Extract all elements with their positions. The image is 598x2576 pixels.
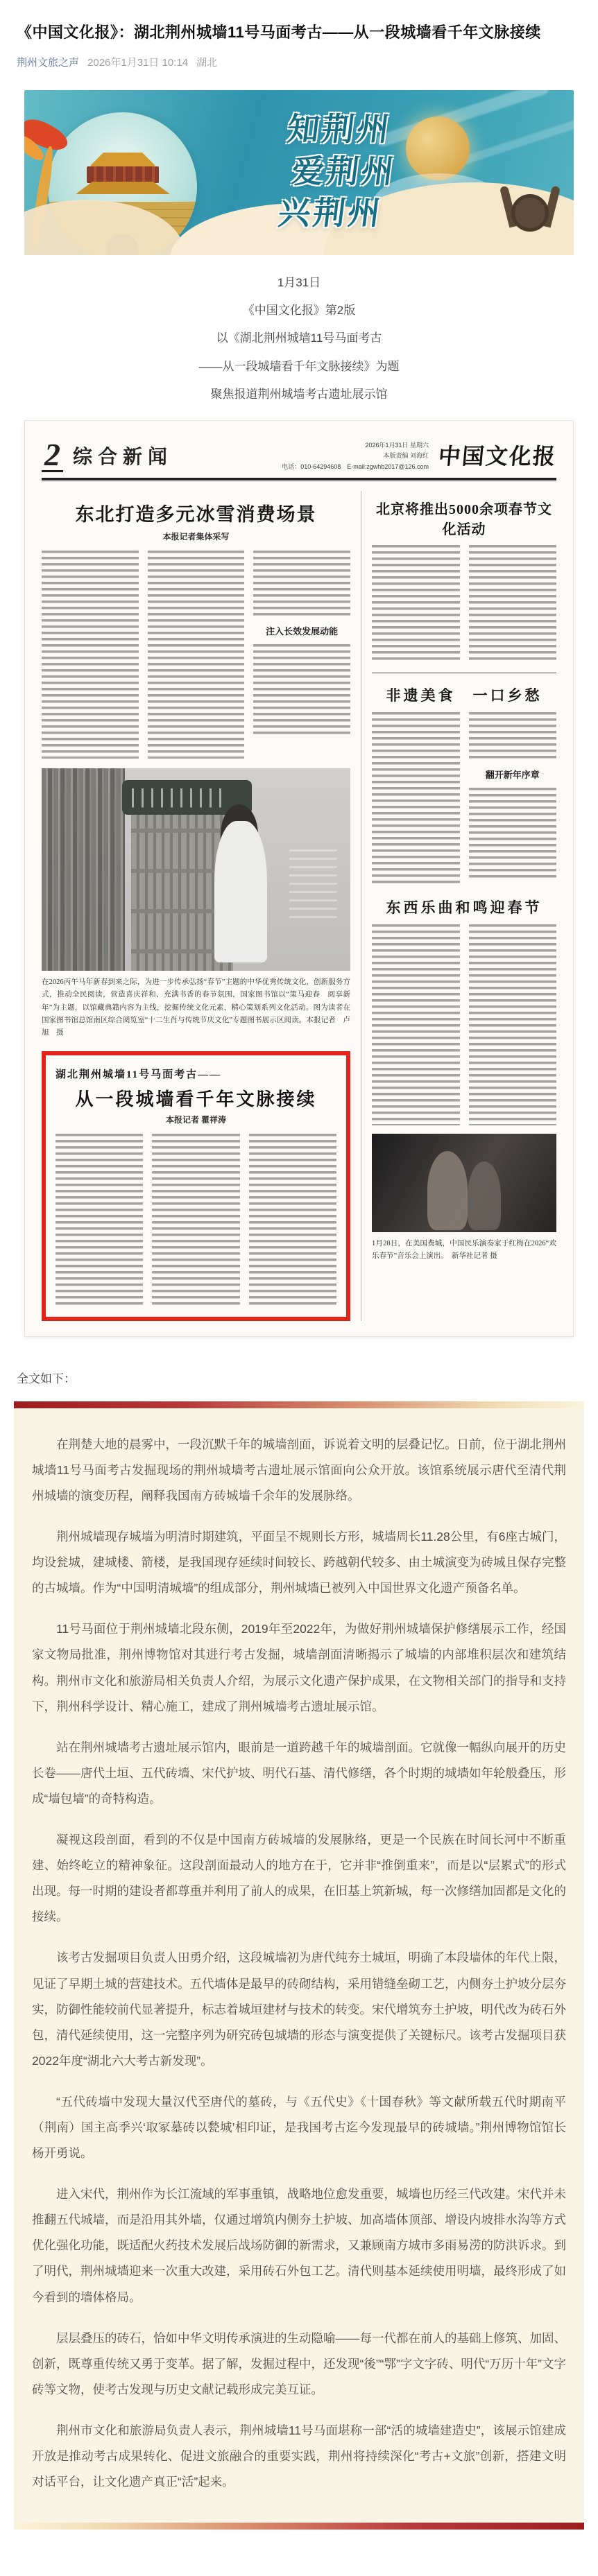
newsprint-columns [42,551,350,759]
bookshelf [42,768,125,971]
article-paragraph: 荆州市文化和旅游局负责人表示，荆州城墙11号马面堪称一部“活的城墙建造史”，该展示馆建成开放是推动考古成果转化、促进文旅融合的重要实践，荆州将持续深化“考古+文旅”创新，搭建文明对话平台，让文化遗产真正“活”起来。 [32,2423,566,2489]
boxed-article-kicker: 湖北荆州城墙11号马面考古—— [55,1069,222,1080]
newsprint-text-block [372,924,459,1125]
newsprint-text-block [469,788,556,878]
intro-line: ——从一段城墙看千年文脉接续》为题 [198,359,400,373]
newspaper-publication-info [282,440,429,472]
newsprint-text-block [249,1134,336,1307]
bronze-bird-statue [499,182,561,248]
golden-moon-icon [406,116,470,180]
full-text-label: 全文如下： [17,1372,76,1385]
library-photo-caption: 在2026丙午马年新春到来之际，为进一步传承弘扬“春节”主题的中华优秀传统文化，创新服务方式，推动全民阅读，营造喜庆祥和、充满书香的春节氛围，国家图书馆以“策马迎春 阅享新年”为主题，以馆藏典籍内容为主线，挖掘传统文化元素，精心策划系列文化活动。图为读者在国家图书馆总馆南区综合阅览室“十二生肖与传统节庆文化”专题图书展示区阅读。本报记者 卢旭 摄 [42,978,351,1037]
intro-line: 以《湖北荆州城墙11号马面考古 [216,331,382,345]
newspaper-left-section [42,491,361,1321]
newspaper-page-image[interactable] [24,420,574,1337]
full-article-panel [14,1401,584,2530]
gradient-bar-top [14,1401,584,1408]
boxed-article-byline: 本报记者 瞿祥涛 [166,1114,227,1125]
publish-time: 2026年1月31日 10:14 [87,57,189,69]
account-link[interactable]: 荆州文旅之声 [17,57,80,69]
concert-photo [372,1134,556,1232]
intro-line: 聚焦报道荆州城墙考古遗址展示馆 [210,387,388,401]
header-rule [42,478,556,481]
gate-pavilion [87,166,159,183]
lead-subhead: 注入长效发展动能 [266,625,339,637]
newsprint-text-block [372,712,459,885]
banner-image[interactable] [24,90,574,255]
gradient-bar-bottom [14,2523,584,2530]
intro-text [17,273,581,404]
article-body [14,1408,584,2523]
article-paragraph: “五代砖墙中发现大量汉代至唐代的墓砖，与《五代史》《十国春秋》等文献所载五代时期南平（荆南）国主高季兴‘取冢墓砖以甃城’相印证，是我国考古迄今发现最早的砖城墙。”荆州博物馆馆长杨开勇说。 [32,2094,566,2161]
newspaper-date: 2026年1月31日 星期六 [365,442,429,449]
newspaper-section-name: 综合新闻 [73,446,173,468]
newsprint-columns [372,545,556,663]
concert-photo-caption: 1月28日，在美国费城，中国民乐演奏家于红梅在2026“欢乐春节”音乐会上演出。 新华社记者 摄 [372,1239,556,1261]
article-paragraph: 层层叠压的砖石，恰如中华文明传承演进的生动隐喻——每一代都在前人的基础上修筑、加固、创新，既尊重传统又勇于变革。据了解，发掘过程中，还发现“後”“鄂”字文字砖、明代“万历十年”文字砖等文物，使考古发现与历史文献记载形成完美互证。 [32,2331,566,2396]
newspaper-masthead: 中国文化报 [437,443,558,469]
article-paragraph: 该考古发掘项目负责人田勇介绍，这段城墙初为唐代纯夯土城垣，明确了本段墙体的年代上限，见证了早期土城的营建技术。五代墙体是最早的砖砌结构，采用错缝垒砌工艺，内侧夯土护坡分层夯实，防御性能较前代显著提升，标志着城垣建材与技术的转变。宋代增筑夯土护坡，明代改为砖石外包，清代延续使用，这一完整序列为研究砖包城墙的形态与演变提供了关键标尺。该考古发掘项目获2022年度“湖北六大考古新发现”。 [32,1951,566,2068]
lead-headline: 东北打造多元冰雪消费场景 [75,503,317,525]
newsprint-text-block [55,1134,143,1307]
banner-slogan-2: 爱荆州 [290,153,399,189]
newsprint-text-block [42,551,139,759]
newspaper-page-number: 2 [42,440,63,472]
newsprint-text-block [253,644,350,734]
boxed-article-headline: 从一段城墙看千年文脉接续 [75,1089,317,1109]
publish-region: 湖北 [196,57,218,69]
newsprint-text-block [152,1134,239,1307]
banner-slogan-1: 知荆州 [285,111,394,147]
newsprint-columns [55,1134,336,1307]
article-paragraph: 荆州城墙现存城墙为明清时期建筑，平面呈不规则长方形，城墙周长11.28公里，有6座古城门，均设瓮城，建城楼、箭楼，是我国现存延续时间较长、跨越朝代较多、由土城演变为砖城且保存完整的古城墙。作为“中国明清城墙”的组成部分，荆州城墙已被列入中国世界文化遗产预备名单。 [32,1530,566,1596]
article-paragraph: 在荆楚大地的晨雾中，一段沉默千年的城墙剖面，诉说着文明的层叠记忆。日前，位于湖北荆州城墙11号马面考古发掘现场的荆州城墙考古遗址展示馆面向公众开放。该馆系统展示唐代至清代荆州城墙的演变历程，阐释我国南方砖城墙千余年的发展脉络。 [32,1437,566,1503]
lead-byline: 本报记者集体采写 [162,531,230,542]
intro-line: 1月31日 [277,276,321,289]
page-title: 《中国文化报》：湖北荆州城墙11号马面考古——从一段城墙看千年文脉接续 [17,24,541,41]
newsprint-text-block [148,551,245,759]
food-headline: 非遗美食 一口乡愁 [386,686,543,704]
newsprint-column [469,712,556,885]
newsprint-columns [372,924,556,1125]
reader-figure [214,821,267,962]
newsprint-text-block [469,545,556,663]
article-paragraph: 凝视这段剖面，看到的不仅是中国南方砖城墙的发展脉络，更是一个民族在时间长河中不断重建、始终屹立的精神象征。这段剖面最动人的地方在于，它并非“推倒重来”，而是以“层累式”的形式出现。每一时期的建设者都尊重并利用了前人的成果，在旧基上筑新城，每一次修缮加固都是文化的接续。 [32,1833,566,1924]
newspaper-editor: 本版责编 刘海红 [383,452,429,460]
newspaper-contact: 电话：010-64294608 E-mail:zgwhb2017@126.com [282,463,429,470]
cloud-streak-decoration [451,117,574,168]
banner-slogan-3: 兴荆州 [276,195,386,232]
article-paragraph: 11号马面位于荆州城墙北段东侧，2019年至2022年，为做好荆州城墙保护修缮展示工作，经国家文物局批准，荆州博物馆对其进行考古发掘，城墙剖面清晰揭示了城墙的内部堆积层次和建筑结构。荆州市文化和旅游局相关负责人介绍，为展示文化遗产保护成果，在文物相关部门的指导和支持下，荆州科学设计、精心施工，建成了荆州城墙考古遗址展示馆。 [32,1622,566,1713]
library-photo [42,768,350,971]
newsprint-columns [372,712,556,885]
newspaper-right-section [361,491,556,1321]
music-headline: 东西乐曲和鸣迎春节 [386,899,543,916]
newsprint-text-block [253,551,350,617]
highlighted-article-box [42,1051,350,1321]
article-paragraph: 站在荆州城墙考古遗址展示馆内，眼前是一道跨越千年的城墙剖面。它就像一幅纵向展开的历史长卷——唐代土垣、五代砖墙、宋代护坡、明代石基、清代修缮，各个时期的城墙如年轮般叠压，形成“墙包墙”的奇特构造。 [32,1740,566,1806]
newsprint-text-block [372,545,459,663]
beijing-headline: 北京将推出5000余项春节文化活动 [376,501,553,537]
gate-roof [89,153,156,166]
newsprint-text-block [469,712,556,761]
article-paragraph: 进入宋代，荆州作为长江流域的军事重镇，战略地位愈发重要，城墙也历经三代改建。宋代并未推翻五代城墙，而是沿用其外墙，仅通过增筑内侧夯土护坡、加高墙体顶部、增设内坡排水沟等方式优化强化功能，既适配火药技术发展后战场防御的新需求，又兼顾南方城市多雨易涝的防洪诉求。到了明代，荆州城墙迎来一次重大改建，采用砖石外包工艺。清代则基本延续使用明墙，最终形成了如今看到的墙体格局。 [32,2187,566,2304]
newspaper-header [42,436,558,472]
banner-slogans [275,108,404,234]
newsprint-text-block [469,924,556,1125]
newsprint-column [253,551,350,759]
exhibit-poster [280,777,348,963]
food-subhead: 翻开新年序章 [485,769,540,780]
wechat-article-page [0,21,598,2530]
byline [17,55,581,69]
intro-line: 《中国文化报》第2版 [242,304,356,318]
